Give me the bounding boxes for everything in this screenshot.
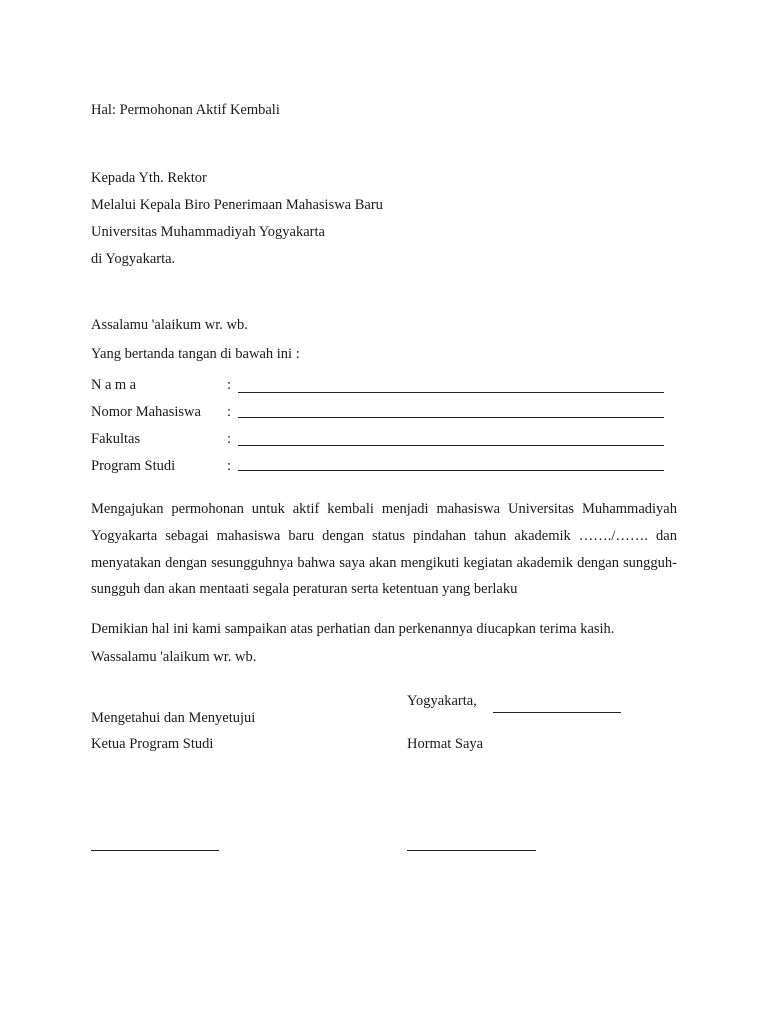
intro-line: Yang bertanda tangan di bawah ini : (91, 346, 300, 362)
program-head-label: Ketua Program Studi (91, 736, 214, 752)
signature-line-applicant[interactable] (407, 850, 536, 851)
subject-line: Hal: Permohonan Aktif Kembali (91, 102, 280, 118)
field-line-fakultas[interactable] (238, 445, 664, 446)
regards-label: Hormat Saya (407, 736, 484, 752)
approval-label: Mengetahui dan Menyetujui (91, 710, 256, 726)
field-label-nama: Nama (91, 377, 140, 393)
field-label-program-studi: Program Studi (91, 458, 176, 474)
recipient-line-1: Kepada Yth. Rektor (91, 170, 207, 186)
signature-line-program-head[interactable] (91, 850, 219, 851)
closing-line: Demikian hal ini kami sampaikan atas perhatian dan perkenannya diucapkan terima kasih. (91, 621, 615, 637)
field-label-fakultas: Fakultas (91, 431, 141, 447)
greeting: Assalamu 'alaikum wr. wb. (91, 317, 248, 333)
field-line-nomor-mahasiswa[interactable] (238, 417, 664, 418)
recipient-line-2: Melalui Kepala Biro Penerimaan Mahasiswa Baru (91, 197, 383, 213)
valediction: Wassalamu 'alaikum wr. wb. (91, 649, 257, 665)
field-colon: : (227, 404, 232, 420)
field-line-program-studi[interactable] (238, 470, 664, 471)
body-paragraph: Mengajukan permohonan untuk aktif kembali menjadi mahasiswa Universitas Muhammadiyah Yogyakarta sebagai mahasiswa baru dengan status pindahan tahun akademik ……./……. dan menyatakan dengan sesungguhnya bahwa saya akan mengikuti kegiatan akademik dengan sungguh-sungguh dan akan mentaati segala peraturan serta ketentuan yang berlaku (91, 501, 677, 598)
field-colon: : (227, 458, 232, 474)
field-colon: : (227, 377, 232, 393)
date-line[interactable] (493, 712, 621, 713)
place-date-label: Yogyakarta, (407, 693, 477, 709)
recipient-line-4: di Yogyakarta. (91, 251, 176, 267)
field-colon: : (227, 431, 232, 447)
field-label-nomor-mahasiswa: Nomor Mahasiswa (91, 404, 201, 420)
recipient-line-3: Universitas Muhammadiyah Yogyakarta (91, 224, 325, 240)
field-line-nama[interactable] (238, 392, 664, 393)
